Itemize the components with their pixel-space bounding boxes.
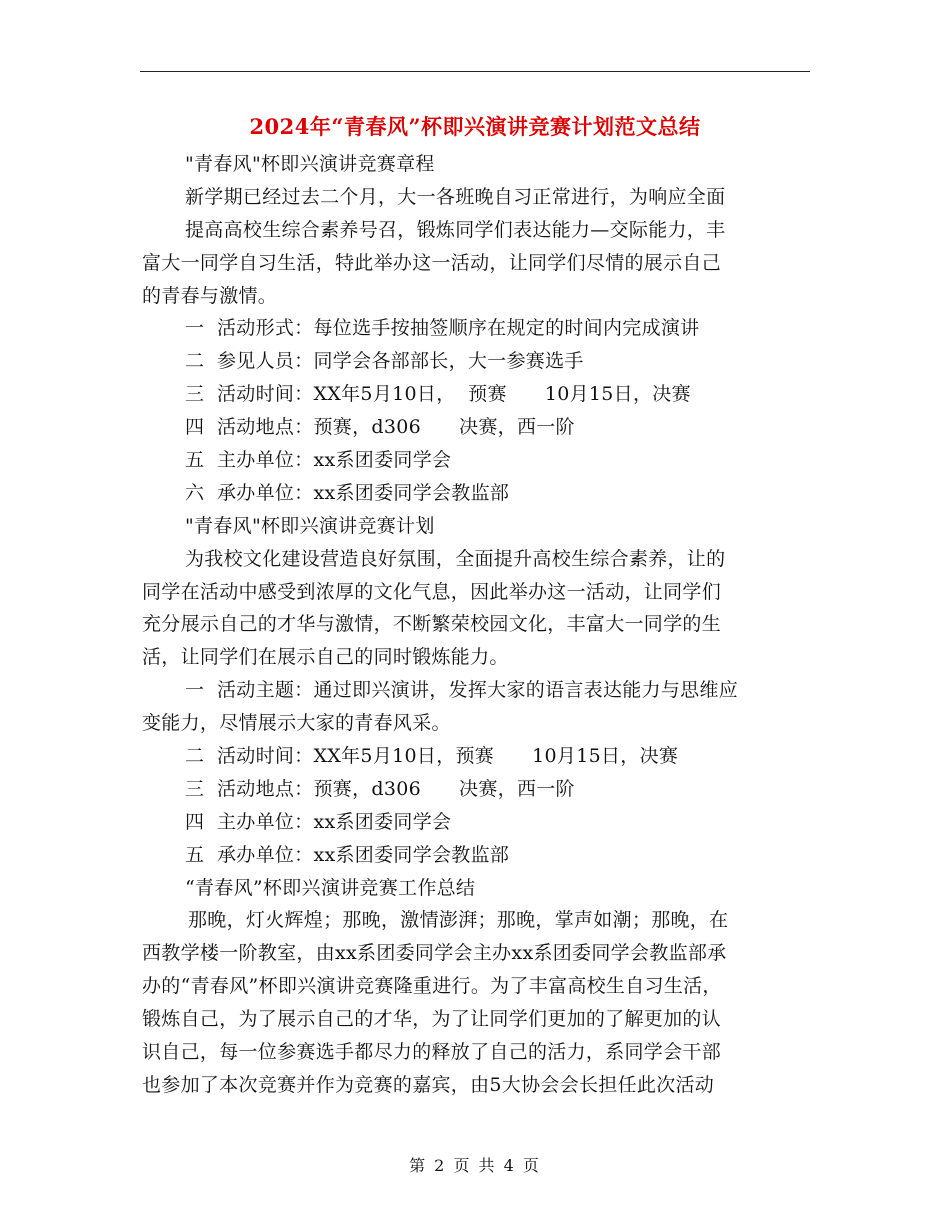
paragraph-line: 富大一同学自习生活，特此举办这一活动，让同学们尽情的展示自己 (142, 251, 722, 274)
list-item: 一 活动形式：每位选手按抽签顺序在规定的时间内完成演讲 (185, 317, 700, 340)
section-heading: "青春风"杯即兴演讲竞赛计划 (185, 514, 435, 537)
paragraph-line: 锻炼自己，为了展示自己的才华，为了让同学们更加的了解更加的认 (142, 1008, 722, 1031)
list-item: 一 活动主题：通过即兴演讲，发挥大家的语言表达能力与思维应 (185, 679, 739, 702)
document-body (142, 148, 810, 1102)
paragraph-line: 那晚，灯火辉煌；那晚，激情澎湃；那晚，掌声如潮；那晚，在 (188, 909, 729, 932)
paragraph-line: 活，让同学们在展示自己的同时锻炼能力。 (142, 646, 509, 669)
paragraph-line: 为我校文化建设营造良好氛围，全面提升高校生综合素养，让的 (185, 547, 726, 570)
list-item: 四 活动地点：预赛，d306 决赛，西一阶 (185, 416, 575, 439)
list-item: 四 主办单位：xx系团委同学会 (185, 810, 452, 833)
list-item: 六 承办单位：xx系团委同学会教监部 (185, 481, 510, 504)
paragraph-line: 提高高校生综合素养号召，锻炼同学们表达能力—交际能力，丰 (185, 218, 726, 241)
section-heading: “青春风”杯即兴演讲竞赛工作总结 (185, 876, 476, 899)
paragraph-line: 充分展示自己的才华与激情，不断繁荣校园文化，丰富大一同学的生 (142, 613, 722, 636)
section-heading: "青春风"杯即兴演讲竞赛章程 (185, 153, 435, 175)
paragraph-line: 变能力，尽情展示大家的青春风采。 (142, 712, 451, 735)
paragraph-line: 的青春与激情。 (142, 284, 278, 307)
paragraph-line: 新学期已经过去二个月，大一各班晚自习正常进行，为响应全面 (185, 185, 726, 208)
list-item: 二 参见人员：同学会各部部长，大一参赛选手 (185, 350, 584, 373)
list-item: 二 活动时间：XX年5月10日，预赛 10月15日，决赛 (185, 745, 679, 768)
header-rule (140, 71, 810, 72)
list-item: 三 活动时间：XX年5月10日， 预赛 10月15日，决赛 (185, 383, 691, 406)
paragraph-line: 西教学楼一阶教室，由xx系团委同学会主办xx系团委同学会教监部承 (142, 942, 727, 965)
document-title: 2024年“青春风”杯即兴演讲竞赛计划范文总结 (249, 114, 701, 139)
paragraph-line: 办的“青春风”杯即兴演讲竞赛隆重进行。为了丰富高校生自习生活， (142, 975, 722, 998)
page-footer: 第 2 页 共 4 页 (409, 1156, 541, 1175)
paragraph-line: 也参加了本次竞赛并作为竞赛的嘉宾，由5大协会会长担任此次活动 (142, 1073, 715, 1096)
list-item: 五 主办单位：xx系团委同学会 (185, 449, 452, 472)
list-item: 三 活动地点：预赛，d306 决赛，西一阶 (185, 777, 575, 800)
paragraph-line: 同学在活动中感受到浓厚的文化气息，因此举办这一活动，让同学们 (142, 580, 722, 603)
list-item: 五 承办单位：xx系团委同学会教监部 (185, 843, 510, 866)
paragraph-line: 识自己，每一位参赛选手都尽力的释放了自己的活力，系同学会干部 (142, 1041, 722, 1064)
